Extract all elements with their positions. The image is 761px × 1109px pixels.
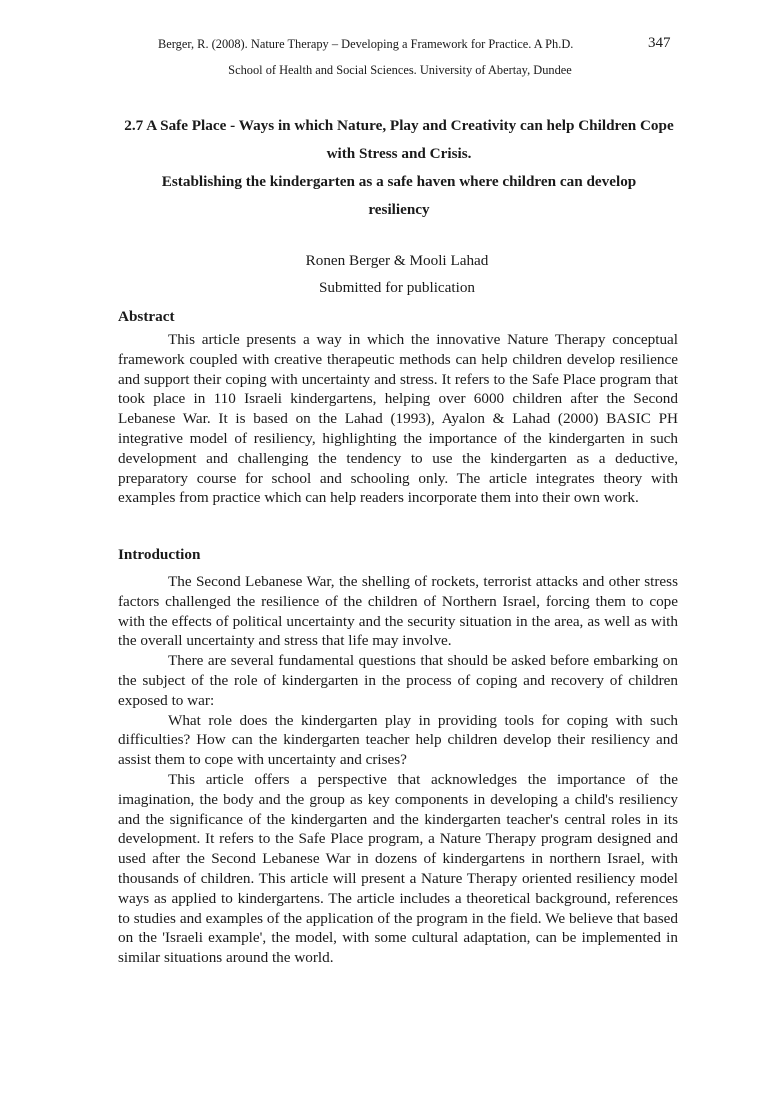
running-header-institution: School of Health and Social Sciences. University of Abertay, Dundee <box>228 63 572 77</box>
article-subtitle: Establishing the kindergarten as a safe haven where children can develop resiliency <box>161 173 637 218</box>
running-header-citation: Berger, R. (2008). Nature Therapy – Developing a Framework for Practice. A Ph.D. <box>158 37 574 51</box>
introduction-paragraph: There are several fundamental questions that should be asked before embarking on the subject of the role of kindergarten in the process of coping and recovery of children exposed to war: <box>118 652 678 709</box>
page-number: 347 <box>648 35 671 51</box>
abstract-body <box>118 330 678 508</box>
article-title: 2.7 A Safe Place - Ways in which Nature, Play and Creativity can help Children Cope with Stress and Crisis. <box>124 117 674 162</box>
introduction-paragraph: This article offers a perspective that acknowledges the importance of the imagination, the body and the group as key components in developing a child's resiliency and the significance of the kindergarten and the kindergarten teacher's central roles in its development. It refers to the Safe Place program, a Nature Therapy program designed and used after the Second Lebanese War in dozens of kindergartens in northern Israel, with thousands of children. This article will present a Nature Therapy oriented resiliency model ways as applied to kindergartens. The article includes a theoretical background, references to studies and examples of the application of the program in the field. We believe that based on the 'Israeli example', the model, with some cultural adaptation, can be implemented in similar situations around the world. <box>118 770 678 967</box>
publication-status: Submitted for publication <box>318 279 476 296</box>
author-names: Ronen Berger & Mooli Lahad <box>305 252 489 269</box>
article-title-block <box>118 112 680 224</box>
abstract-paragraph: This article presents a way in which the innovative Nature Therapy conceptual framework coupled with creative therapeutic methods can help children develop resilience and support their coping with uncertainty and stress. It refers to the Safe Place program that took place in 110 Israeli kindergartens, helping over 6000 children after the Second Lebanese War. It is based on the Lahad (1993), Ayalon & Lahad (2000) BASIC PH integrative model of resiliency, highlighting the importance of the kindergarten in such development and challenging the tendency to use the kindergarten as a deductive, preparatory course for school and schooling only. The article integrates theory with examples from practice which can help readers incorporate them into their own work. <box>118 331 678 507</box>
introduction-paragraph: The Second Lebanese War, the shelling of rockets, terrorist attacks and other stress factors challenged the resilience of the children of Northern Israel, forcing them to cope with the effects of political uncertainty and the security situation in the area, as well as with the overall uncertainty and stress that life may involve. <box>118 573 678 650</box>
introduction-paragraph: What role does the kindergarten play in providing tools for coping with such difficulties? How can the kindergarten teacher help children develop their resiliency and assist them to cope with uncertainty and crises? <box>118 711 678 769</box>
introduction-body <box>118 572 678 968</box>
abstract-heading: Abstract <box>118 308 175 325</box>
introduction-heading: Introduction <box>118 546 201 563</box>
